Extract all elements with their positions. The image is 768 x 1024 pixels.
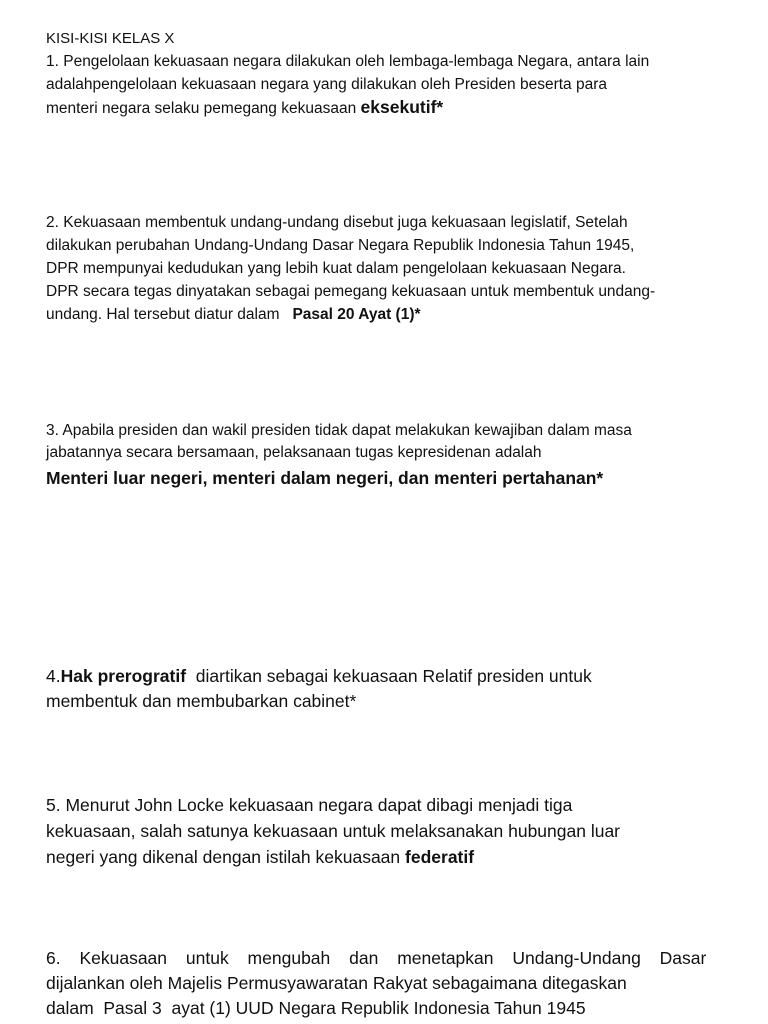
question-2-line-5-text: undang. Hal tersebut diatur dalam (46, 306, 280, 323)
question-4-answer: Hak prerogratif (60, 666, 187, 686)
question-1-line-1: 1. Pengelolaan kekuasaan negara dilakukan oleh lembaga-lembaga Negara, antara lain (46, 53, 650, 70)
question-1-line-3 (46, 96, 726, 120)
question-5-line-3 (46, 844, 726, 870)
question-2 (46, 211, 726, 326)
question-3 (46, 420, 726, 492)
page-title: KISI-KISI KELAS X (46, 30, 175, 47)
question-2-line-3: DPR mempunyai kedudukan yang lebih kuat dalam pengelolaan kekuasaan Negara. (46, 260, 626, 277)
question-5-line-3-text: negeri yang dikenal dengan istilah kekuasaan (46, 847, 401, 867)
question-6-line-3: dalam Pasal 3 ayat (1) UUD Negara Republik Indonesia Tahun 1945 (46, 998, 586, 1018)
question-4 (46, 664, 726, 714)
question-4-line-1-text: diartikan sebagai kekuasaan Relatif presiden untuk (195, 666, 592, 686)
question-2-line-4: DPR secara tegas dinyatakan sebagai pemegang kekuasaan untuk membentuk undang- (46, 283, 656, 300)
question-5-answer: federatif (405, 847, 475, 867)
question-4-line-1 (46, 664, 726, 689)
question-1 (46, 50, 726, 120)
question-4-number: 4. (46, 666, 61, 686)
question-6-line-2: dijalankan oleh Majelis Permusyawaratan Rakyat sebagaimana ditegaskan (46, 973, 627, 993)
question-1-line-3-text: menteri negara selaku pemegang kekuasaan (46, 100, 357, 117)
question-3-line-2: jabatannya secara bersamaan, pelaksanaan tugas kepresidenan adalah (46, 444, 542, 461)
question-4-line-2: membentuk dan membubarkan cabinet* (46, 691, 357, 711)
question-5-line-2: kekuasaan, salah satunya kekuasaan untuk melaksanakan hubungan luar (46, 821, 621, 841)
question-2-answer: Pasal 20 Ayat (1)* (292, 306, 421, 323)
question-1-answer: eksekutif* (360, 97, 444, 117)
question-1-line-2: adalahpengelolaan kekuasaan negara yang dilakukan oleh Presiden beserta para (46, 76, 608, 93)
question-3-answer: Menteri luar negeri, menteri dalam negeri, dan menteri pertahanan* (46, 468, 604, 488)
question-6 (46, 946, 726, 1021)
question-3-line-1: 3. Apabila presiden dan wakil presiden tidak dapat melakukan kewajiban dalam masa (46, 422, 632, 439)
question-6-line-1: 6. Kekuasaan untuk mengubah dan menetapkan Undang-Undang Dasar (46, 948, 707, 968)
question-5 (46, 792, 726, 870)
question-2-line-5 (46, 303, 726, 326)
question-5-line-1: 5. Menurut John Locke kekuasaan negara dapat dibagi menjadi tiga (46, 795, 573, 815)
question-2-line-2: dilakukan perubahan Undang-Undang Dasar Negara Republik Indonesia Tahun 1945, (46, 237, 635, 254)
question-2-line-1: 2. Kekuasaan membentuk undang-undang disebut juga kekuasaan legislatif, Setelah (46, 214, 628, 231)
